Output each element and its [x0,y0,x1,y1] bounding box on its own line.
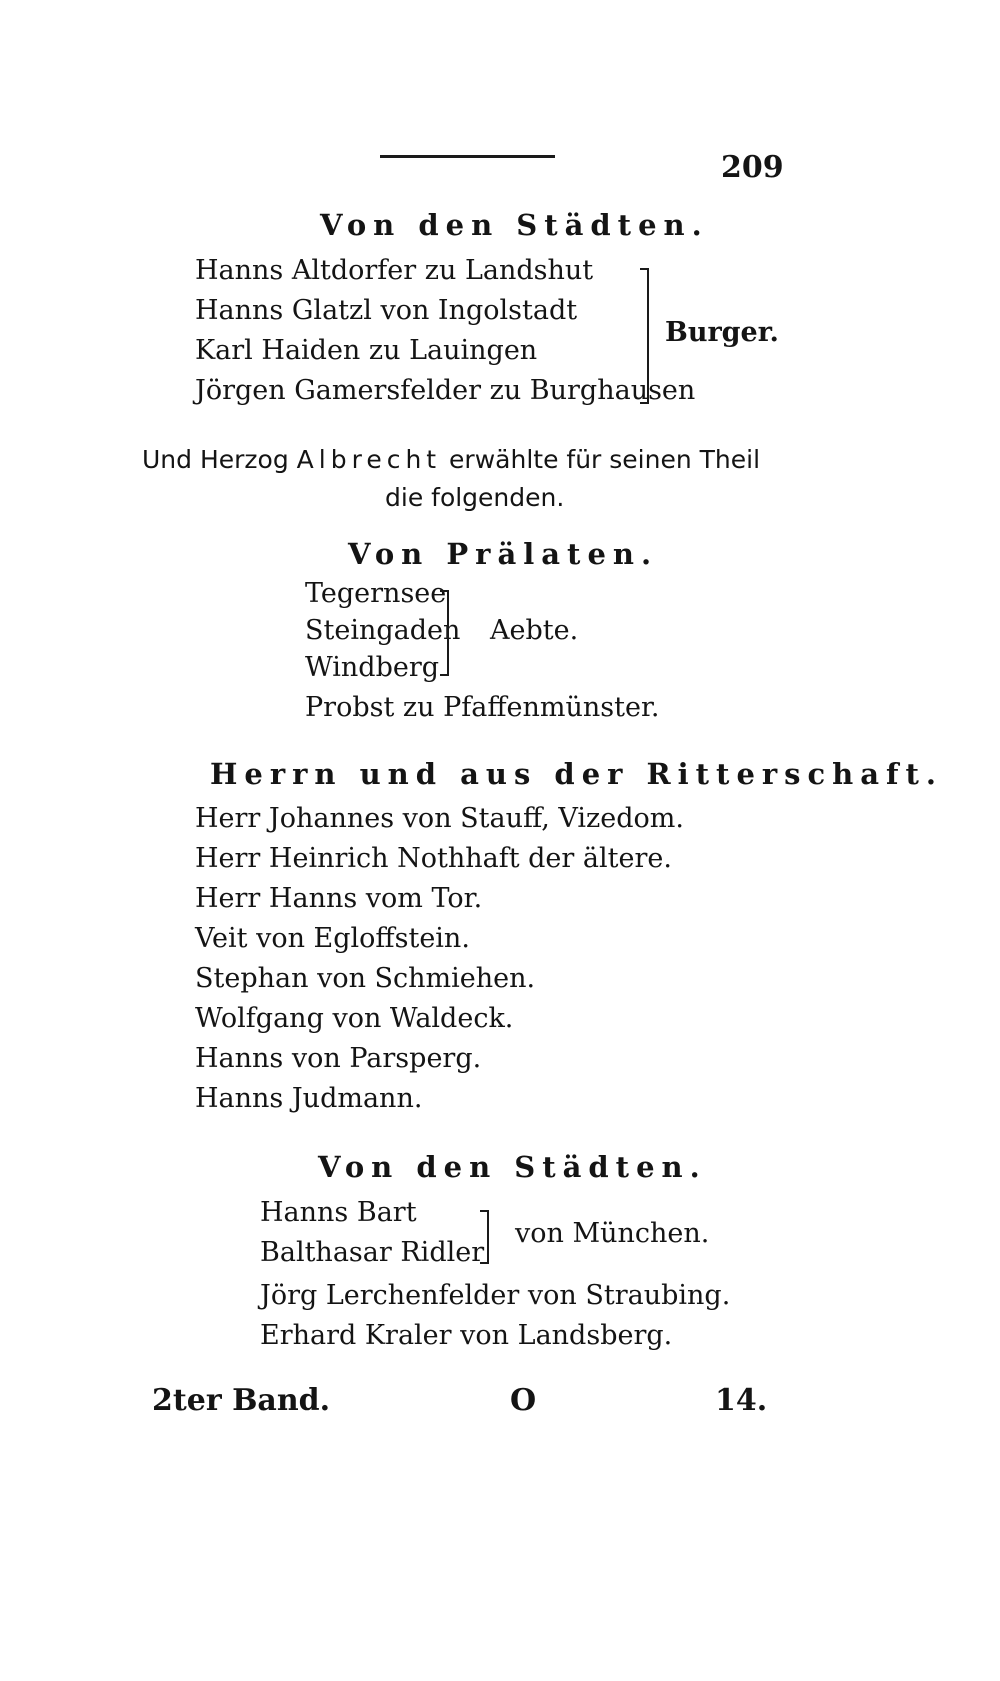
list-item: Balthasar Ridler [260,1237,485,1268]
transition-suffix: erwählte für seinen Theil [449,445,761,474]
list-item: Hanns Judmann. [195,1083,423,1114]
list-item: Tegernsee [305,578,447,609]
header-rule [380,155,555,158]
list-item: Hanns Bart [260,1197,417,1228]
list-item: Veit von Egloffstein. [195,923,470,954]
transition-line-1 [142,445,760,474]
list-item: Jörgen Gamersfelder zu Burghausen [195,375,696,406]
group-brace [480,1210,489,1264]
list-item: Karl Haiden zu Lauingen [195,335,538,366]
list-item: Windberg [305,652,440,683]
section-heading-ritterschaft: Herrn und aus der Ritterschaft. [210,757,943,791]
group-label: Aebte. [490,615,579,646]
group-label: von München. [515,1218,710,1249]
list-item: Hanns Glatzl von Ingolstadt [195,295,578,326]
list-item: Jörg Lerchenfelder von Straubing. [260,1280,731,1311]
list-item: Probst zu Pfaffenmünster. [305,692,660,723]
group-label: Burger. [665,317,779,348]
transition-prefix: Und Herzog [142,445,289,474]
signature-mark: O [510,1383,537,1418]
group-brace [640,268,649,404]
transition-name: Albrecht [296,445,442,474]
sheet-mark: 14. [715,1383,768,1418]
page-number: 209 [721,150,784,185]
list-item: Erhard Kraler von Landsberg. [260,1320,673,1351]
list-item: Stephan von Schmiehen. [195,963,536,994]
list-item: Steingaden [305,615,461,646]
list-item: Herr Hanns vom Tor. [195,883,483,914]
list-item: Herr Johannes von Stauff, Vizedom. [195,803,684,834]
section-heading-praelaten: Von Prälaten. [348,537,659,571]
list-item: Hanns Altdorfer zu Landshut [195,255,594,286]
list-item: Wolfgang von Waldeck. [195,1003,514,1034]
section-heading-staedten-2: Von den Städten. [318,1150,707,1184]
list-item: Hanns von Parsperg. [195,1043,482,1074]
section-heading-staedten: Von den Städten. [320,208,709,242]
transition-line-2: die folgenden. [385,483,565,512]
volume-mark: 2ter Band. [152,1383,331,1418]
list-item: Herr Heinrich Nothhaft der ältere. [195,843,672,874]
group-brace [440,590,449,676]
